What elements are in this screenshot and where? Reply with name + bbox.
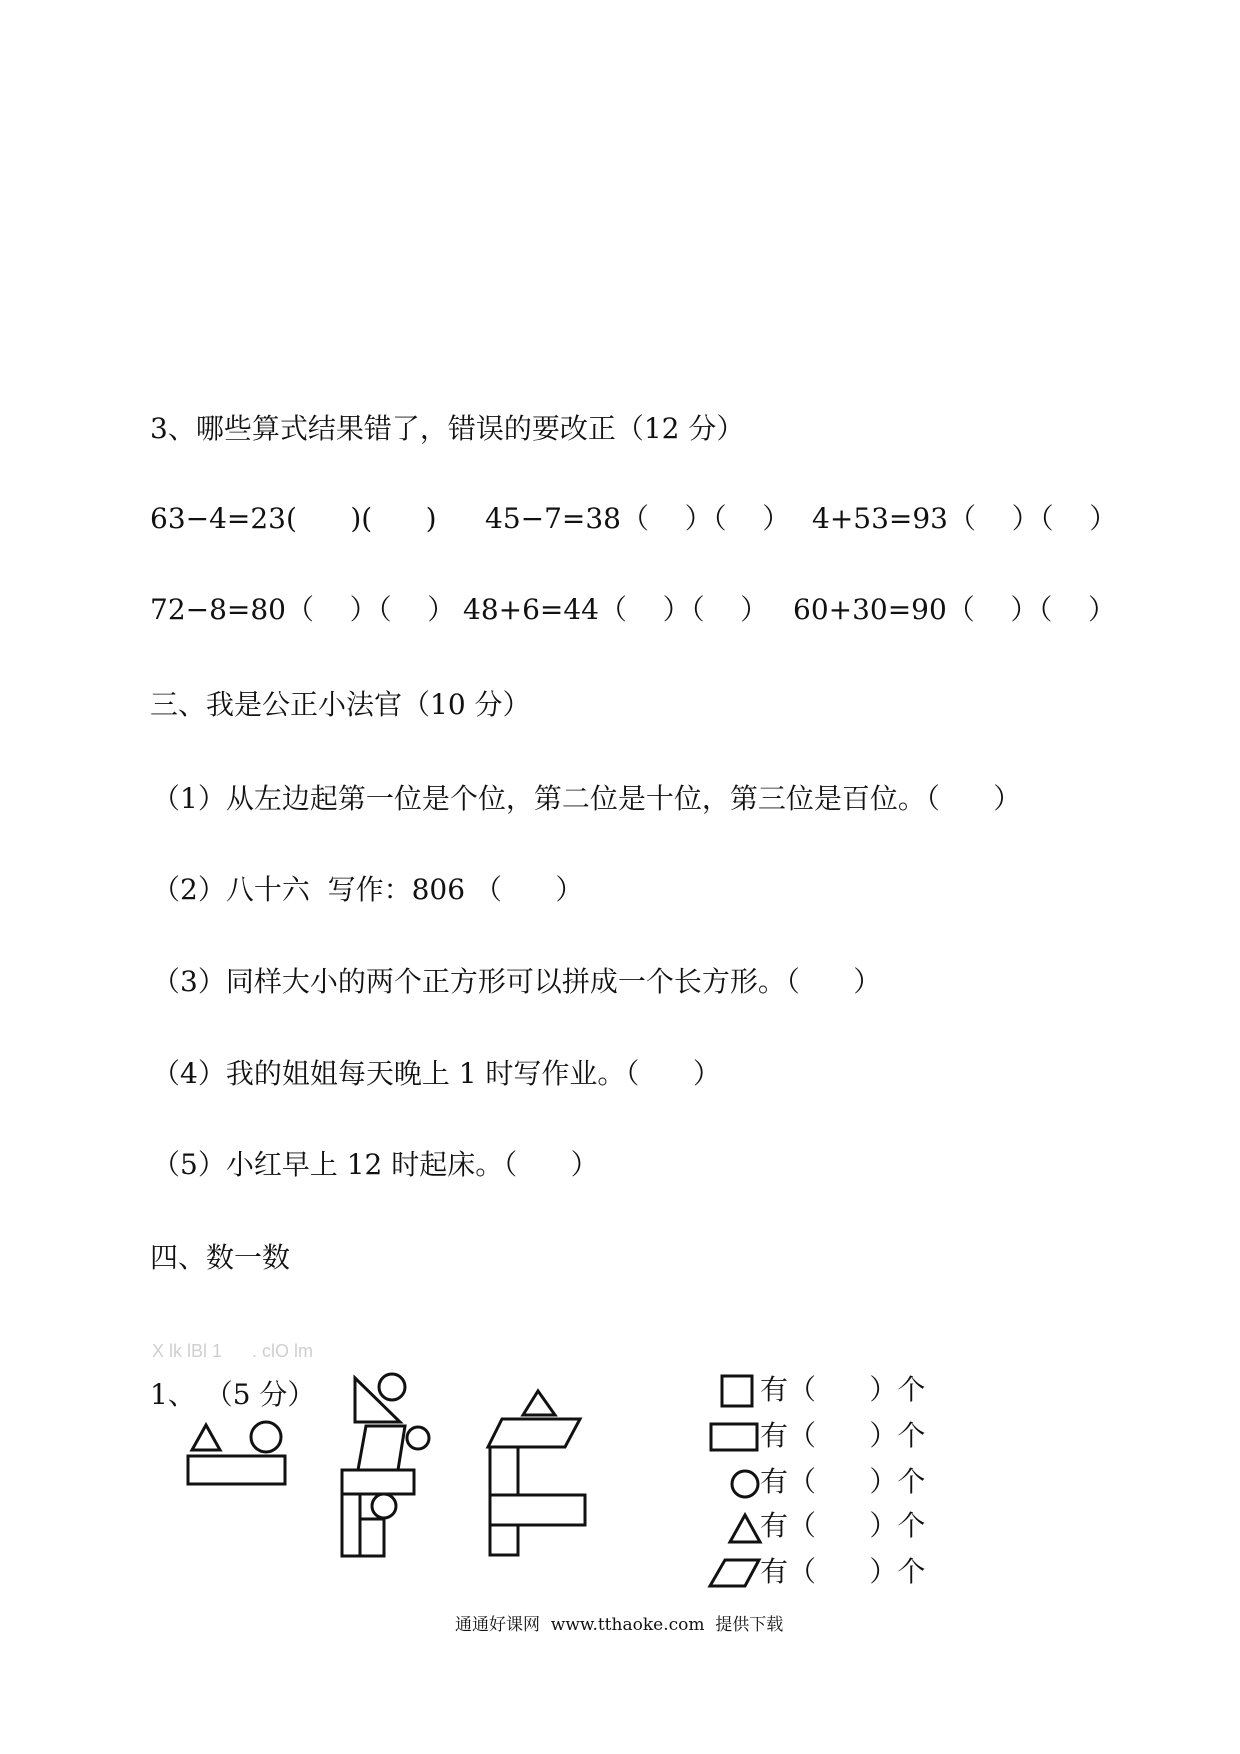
legend-parallelogram-count: 有（ ）个 <box>760 1555 926 1588</box>
rectangle-icon <box>708 1418 768 1458</box>
judge-item-4: （4）我的姐姐每天晚上 1 时写作业。（ ） <box>152 1057 721 1090</box>
legend-triangle-count: 有（ ）个 <box>760 1509 926 1542</box>
equation-3: 4+53=93（ ）（ ） <box>812 502 1118 535</box>
figure-robot <box>342 1374 429 1556</box>
equation-4: 72−8=80（ ）（ ） <box>150 593 456 626</box>
parallelogram-icon <box>705 1554 765 1594</box>
judge-item-1: （1）从左边起第一位是个位，第二位是十位，第三位是百位。（ ） <box>152 782 1022 815</box>
judge-item-2: （2）八十六 写作：806 （ ） <box>152 873 584 906</box>
legend-rectangle-count: 有（ ）个 <box>760 1419 926 1452</box>
equation-5: 48+6=44（ ）（ ） <box>463 593 769 626</box>
q3-title: 3、哪些算式结果错了，错误的要改正（12 分） <box>150 412 745 445</box>
equation-2: 45−7=38（ ）（ ） <box>485 502 791 535</box>
section4-title: 四、数一数 <box>150 1241 291 1274</box>
figure-house <box>188 1422 285 1484</box>
q1-label: 1、 （5 分） <box>150 1378 316 1411</box>
equation-1: 63−4=23( )( ) <box>150 502 437 535</box>
legend-circle-count: 有（ ）个 <box>760 1465 926 1498</box>
judge-item-5: （5）小红早上 12 时起床。（ ） <box>152 1148 599 1181</box>
section3-title: 三、我是公正小法官（10 分） <box>150 688 531 721</box>
legend-square-count: 有（ ）个 <box>760 1373 926 1406</box>
equation-6: 60+30=90（ ）（ ） <box>793 593 1117 626</box>
footer-credit: 通通好课网 www.tthaoke.com 提供下载 <box>455 1615 784 1635</box>
figure-flag <box>488 1391 585 1555</box>
watermark-text: X lk lBl 1 . clO lm <box>152 1341 314 1361</box>
judge-item-3: （3）同样大小的两个正方形可以拼成一个长方形。（ ） <box>152 965 882 998</box>
